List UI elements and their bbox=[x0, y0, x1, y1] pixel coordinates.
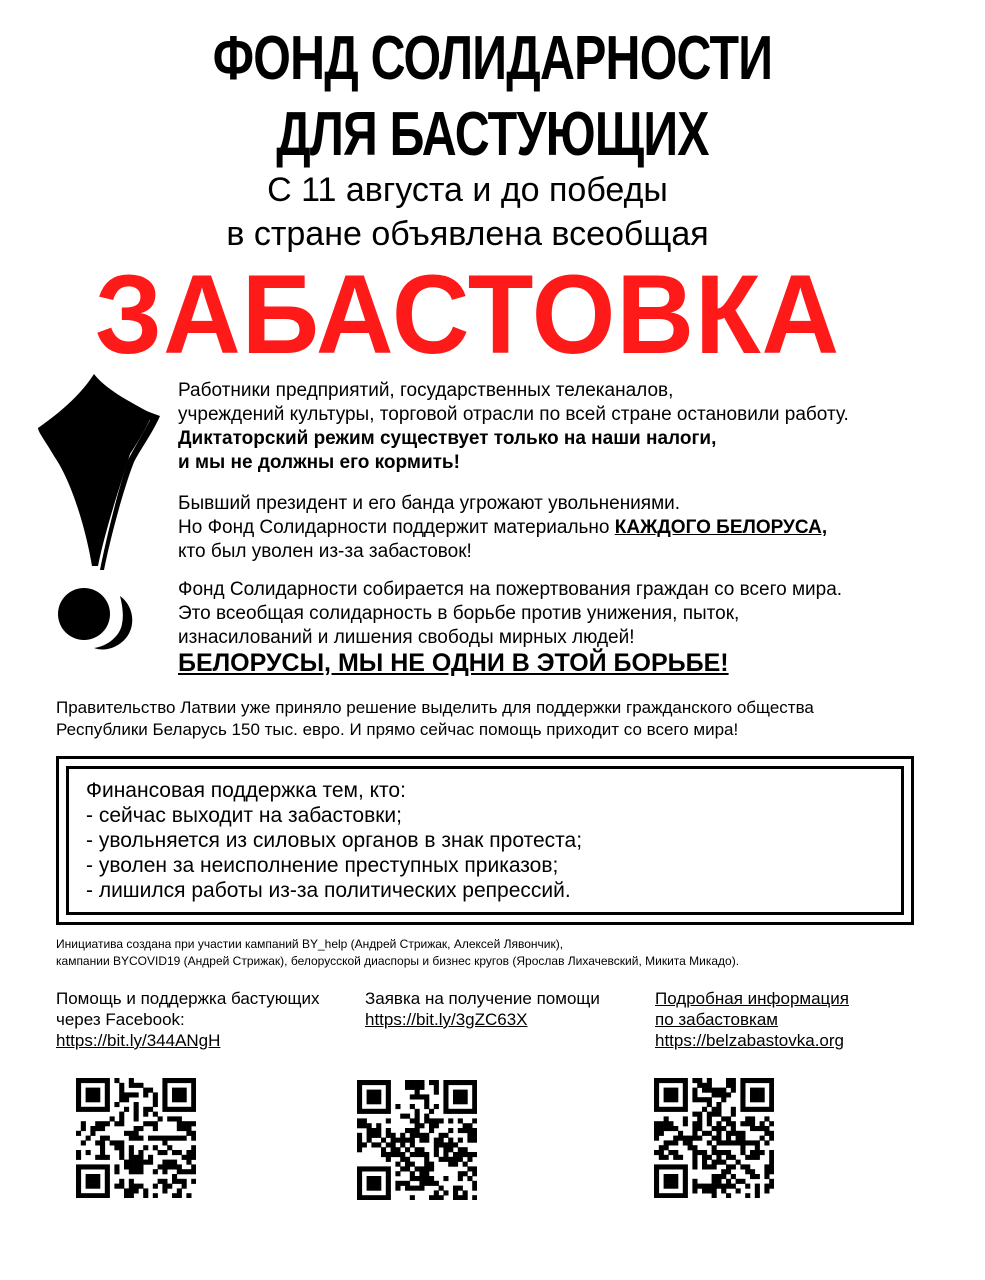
column-label: Заявка на получение помощи bbox=[365, 989, 600, 1008]
emphasis-text: КАЖДОГО БЕЛОРУСА, bbox=[614, 517, 828, 538]
paragraph-line: изнасилований и лишения свободы мирных людей! bbox=[178, 627, 635, 648]
exclamation-icon bbox=[36, 370, 166, 670]
application-column bbox=[365, 988, 645, 1030]
support-item: - уволен за неисполнение преступных приказов; bbox=[86, 854, 559, 877]
qr-code-icon bbox=[357, 1080, 477, 1200]
paragraph-line: Бывший президент и его банда угрожают увольнениями. bbox=[178, 493, 681, 514]
paragraph-bold-line: Диктаторский режим существует только на наши налоги, bbox=[178, 428, 717, 449]
slogan: БЕЛОРУСЫ, МЫ НЕ ОДНИ В ЭТОЙ БОРЬБЕ! bbox=[178, 649, 729, 677]
credits-line: Инициатива создана при участии кампаний BY_help (Андрей Стрижак, Алексей Лявончик), bbox=[56, 937, 564, 951]
info-column bbox=[655, 988, 935, 1051]
paragraph-line: кто был уволен из-за забастовок! bbox=[178, 541, 472, 562]
support-box-heading: Финансовая поддержка тем, кто: bbox=[86, 779, 406, 802]
subtitle-line-2: в стране объявлена всеобщая bbox=[226, 215, 709, 253]
strike-headline: ЗАБАСТОВКА bbox=[94, 252, 841, 377]
application-link[interactable]: https://bit.ly/3gZC63X bbox=[365, 1010, 528, 1029]
paragraph-bold-line: и мы не должны его кормить! bbox=[178, 452, 460, 473]
subtitle-line-1: С 11 августа и до победы bbox=[267, 171, 668, 209]
info-link[interactable]: https://belzabastovka.org bbox=[655, 1031, 845, 1050]
paragraph-donations bbox=[178, 578, 938, 650]
support-item: - сейчас выходит на забастовки; bbox=[86, 804, 402, 827]
paragraph-line: Фонд Солидарности собирается на пожертвования граждан со всего мира. bbox=[178, 579, 843, 600]
paragraph-line bbox=[178, 516, 938, 540]
title-line-1: ФОНД СОЛИДАРНОСТИ bbox=[212, 24, 773, 93]
paragraph-line: Республики Беларусь 150 тыс. евро. И прямо сейчас помощь приходит со всего мира! bbox=[56, 720, 739, 739]
paragraph-line: Правительство Латвии уже приняло решение выделить для поддержки гражданского общества bbox=[56, 698, 814, 717]
facebook-help-column bbox=[56, 988, 356, 1051]
support-item: - увольняется из силовых органов в знак протеста; bbox=[86, 829, 583, 852]
latvia-paragraph bbox=[56, 697, 936, 741]
paragraph-line: Это всеобщая солидарность в борьбе против унижения, пыток, bbox=[178, 603, 740, 624]
paragraph-support bbox=[178, 492, 938, 564]
paragraph-workers bbox=[178, 379, 938, 475]
column-label: Помощь и поддержка бастующих bbox=[56, 989, 320, 1008]
title-line-2: ДЛЯ БАСТУЮЩИХ bbox=[276, 100, 709, 169]
paragraph-line: учреждений культуры, торговой отрасли по всей стране остановили работу. bbox=[178, 404, 849, 425]
credits bbox=[56, 936, 936, 970]
column-label: через Facebook: bbox=[56, 1010, 185, 1029]
credits-line: кампании BYCOVID19 (Андрей Стрижак), белорусской диаспоры и бизнес кругов (Ярослав Лихачевский, Микита Микадо). bbox=[56, 954, 740, 968]
paragraph-text: Но Фонд Солидарности поддержит материально bbox=[178, 517, 615, 538]
column-label: Подробная информация bbox=[655, 989, 849, 1008]
column-label: по забастовкам bbox=[655, 1010, 778, 1029]
support-box bbox=[86, 778, 886, 903]
support-item: - лишился работы из-за политических репрессий. bbox=[86, 879, 571, 902]
qr-code-icon bbox=[654, 1078, 774, 1198]
facebook-link[interactable]: https://bit.ly/344ANgH bbox=[56, 1031, 221, 1050]
qr-code-icon bbox=[76, 1078, 196, 1198]
paragraph-line: Работники предприятий, государственных телеканалов, bbox=[178, 380, 674, 401]
